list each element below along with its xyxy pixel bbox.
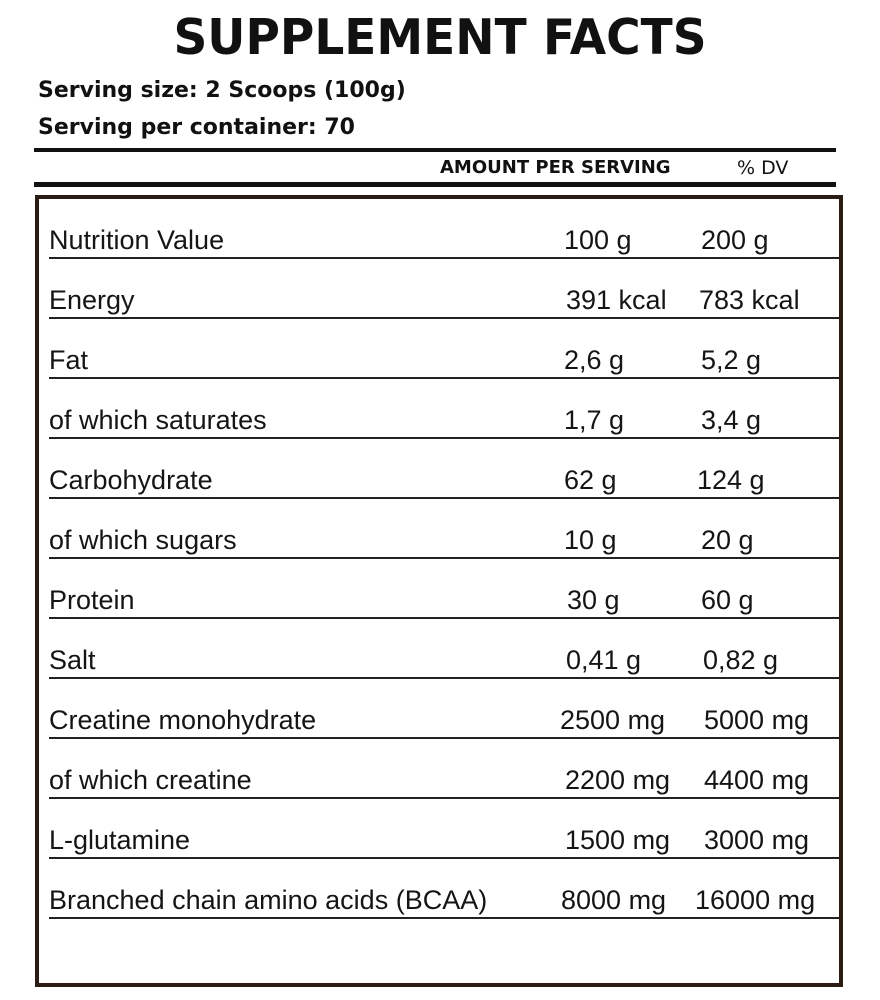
row-dv: 4400 mg — [704, 765, 810, 795]
table-row — [49, 799, 839, 859]
row-amount: 2500 mg — [560, 705, 666, 735]
facts-panel — [35, 195, 843, 987]
table-row — [49, 559, 839, 619]
row-name: of which creatine — [49, 765, 252, 795]
table-row — [49, 199, 839, 259]
column-header-dv: % DV — [737, 157, 789, 179]
row-amount: 391 kcal — [566, 285, 667, 315]
row-dv: 3000 mg — [704, 825, 810, 855]
header-rule-top — [34, 148, 836, 152]
table-row — [49, 379, 839, 439]
table-row — [49, 499, 839, 559]
row-amount: 10 g — [564, 525, 617, 555]
serving-size: Serving size: 2 Scoops (100g) — [38, 78, 406, 103]
row-amount: 8000 mg — [561, 885, 667, 915]
row-name: of which saturates — [49, 405, 267, 435]
row-dv: 3,4 g — [701, 405, 762, 435]
row-name: of which sugars — [49, 525, 237, 555]
row-name: Protein — [49, 585, 135, 615]
row-amount: 100 g — [564, 225, 632, 255]
table-row — [49, 319, 839, 379]
row-dv: 16000 mg — [695, 885, 816, 915]
row-amount: 1,7 g — [564, 405, 625, 435]
table-row — [49, 439, 839, 499]
header-rule-bottom — [34, 182, 836, 187]
row-dv: 60 g — [701, 585, 754, 615]
row-name: Nutrition Value — [49, 225, 225, 255]
table-row — [49, 859, 839, 919]
table-row — [49, 739, 839, 799]
row-name: Salt — [49, 645, 96, 675]
row-amount: 0,41 g — [566, 645, 642, 675]
row-amount: 2,6 g — [564, 345, 625, 375]
row-dv: 5000 mg — [704, 705, 810, 735]
row-amount: 62 g — [564, 465, 617, 495]
row-dv: 0,82 g — [703, 645, 779, 675]
row-dv: 5,2 g — [701, 345, 762, 375]
row-dv: 20 g — [701, 525, 754, 555]
row-divider — [49, 917, 839, 919]
servings-per-container: Serving per container: 70 — [38, 115, 355, 140]
page-title: SUPPLEMENT FACTS — [173, 8, 707, 67]
row-dv: 200 g — [701, 225, 769, 255]
table-row — [49, 619, 839, 679]
row-amount: 30 g — [567, 585, 620, 615]
row-name: Energy — [49, 285, 135, 315]
row-amount: 2200 mg — [565, 765, 671, 795]
table-row — [49, 679, 839, 739]
table-row — [49, 259, 839, 319]
row-name: L-glutamine — [49, 825, 191, 855]
row-name: Fat — [49, 345, 89, 375]
row-name: Creatine monohydrate — [49, 705, 317, 735]
column-header-amount: AMOUNT PER SERVING — [440, 157, 671, 178]
row-name: Carbohydrate — [49, 465, 213, 495]
row-amount: 1500 mg — [565, 825, 671, 855]
row-dv: 783 kcal — [699, 285, 800, 315]
row-name: Branched chain amino acids (BCAA) — [49, 885, 488, 915]
row-dv: 124 g — [697, 465, 765, 495]
